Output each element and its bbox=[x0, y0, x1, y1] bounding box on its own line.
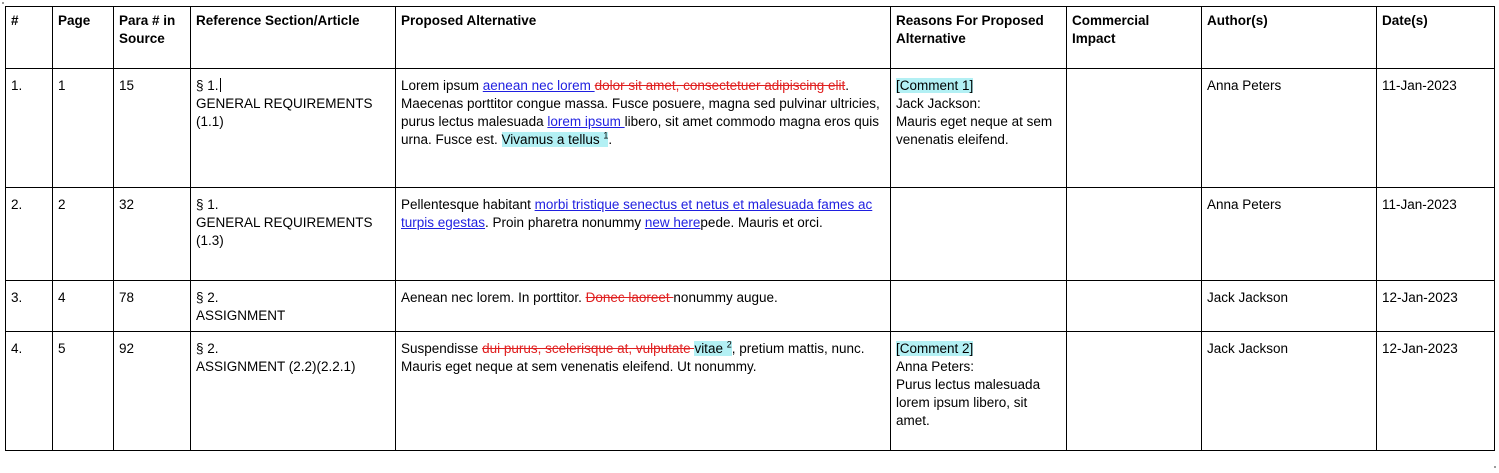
cell-authors[interactable]: Jack Jackson bbox=[1202, 281, 1377, 332]
comment-highlight[interactable] bbox=[502, 132, 609, 147]
tracked-deletion[interactable]: dui purus, scelerisque at, vulputate bbox=[482, 341, 695, 356]
cell-dates[interactable]: 12-Jan-2023 bbox=[1377, 332, 1495, 451]
cell-impact[interactable] bbox=[1067, 69, 1202, 188]
reference-section: § 2. bbox=[196, 341, 219, 356]
cell-proposed[interactable] bbox=[396, 332, 891, 451]
comment-label[interactable]: [Comment 1] bbox=[896, 78, 974, 93]
reference-section: § 1. bbox=[196, 78, 219, 93]
reference-section: § 2. bbox=[196, 290, 219, 305]
cell-page[interactable]: 1 bbox=[53, 69, 114, 188]
cell-impact[interactable] bbox=[1067, 332, 1202, 451]
comment-author: Jack Jackson: bbox=[896, 96, 981, 111]
highlighted-text: Vivamus a tellus bbox=[501, 132, 604, 147]
cell-proposed[interactable] bbox=[396, 69, 891, 188]
cell-dates[interactable]: 11-Jan-2023 bbox=[1377, 188, 1495, 281]
tracked-deletion[interactable]: dolor sit amet, consectetuer adipiscing elit bbox=[594, 78, 846, 93]
cell-impact[interactable] bbox=[1067, 188, 1202, 281]
header-reference: Reference Section/Article bbox=[191, 7, 396, 69]
comment-marker[interactable]: 1 bbox=[603, 130, 609, 141]
highlighted-text: vitae bbox=[694, 341, 727, 356]
tracked-insertion[interactable]: lorem ipsum bbox=[547, 114, 625, 129]
corner-mark-bottom-right bbox=[1494, 466, 1496, 468]
cell-proposed[interactable] bbox=[396, 188, 891, 281]
table-row bbox=[6, 188, 1495, 281]
cell-impact[interactable] bbox=[1067, 281, 1202, 332]
text-cursor bbox=[220, 78, 221, 92]
cell-authors[interactable]: Jack Jackson bbox=[1202, 332, 1377, 451]
reference-title: ASSIGNMENT bbox=[196, 308, 286, 323]
cell-page[interactable]: 5 bbox=[53, 332, 114, 451]
cell-reference[interactable] bbox=[191, 281, 396, 332]
cell-para[interactable]: 92 bbox=[114, 332, 191, 451]
header-authors: Author(s) bbox=[1202, 7, 1377, 69]
change-review-table bbox=[5, 6, 1495, 451]
table-row bbox=[6, 281, 1495, 332]
cell-proposed[interactable] bbox=[396, 281, 891, 332]
cell-para[interactable]: 32 bbox=[114, 188, 191, 281]
text-run: . Proin pharetra nonummy bbox=[485, 215, 645, 230]
text-run: nonummy augue. bbox=[673, 290, 778, 305]
reference-section: § 1. bbox=[196, 197, 219, 212]
comment-label[interactable]: [Comment 2] bbox=[896, 341, 974, 356]
cell-num[interactable]: 4. bbox=[6, 332, 53, 451]
text-run: . Maecenas porttitor congue massa. Fusce posuere, magna sed pulvinar ultricies, purus lectus malesuada bbox=[401, 78, 880, 129]
text-run: Suspendisse bbox=[401, 341, 483, 356]
tracked-insertion[interactable]: morbi tristique senectus et netus et malesuada fames ac turpis egestas bbox=[401, 197, 873, 230]
cell-reference[interactable] bbox=[191, 332, 396, 451]
cell-reasons[interactable] bbox=[891, 281, 1067, 332]
cell-reasons[interactable] bbox=[891, 188, 1067, 281]
comment-text: Purus lectus malesuada lorem ipsum libero, sit amet. bbox=[896, 377, 1041, 428]
reference-title: ASSIGNMENT (2.2)(2.2.1) bbox=[196, 359, 356, 374]
text-run: . bbox=[608, 132, 613, 147]
cell-reference[interactable] bbox=[191, 188, 396, 281]
header-page: Page bbox=[53, 7, 114, 69]
header-para: Para # in Source bbox=[114, 7, 191, 69]
header-proposed: Proposed Alternative bbox=[396, 7, 891, 69]
comment-highlight[interactable] bbox=[694, 341, 731, 356]
text-run: libero, sit amet commodo magna eros quis urna. Fusce est. bbox=[401, 114, 879, 147]
text-run: pede. Mauris et orci. bbox=[700, 215, 823, 230]
header-num: # bbox=[6, 7, 53, 69]
header-impact: Commercial Impact bbox=[1067, 7, 1202, 69]
cell-authors[interactable]: Anna Peters bbox=[1202, 69, 1377, 188]
reference-title: GENERAL REQUIREMENTS (1.3) bbox=[196, 215, 373, 248]
tracked-insertion[interactable]: new here bbox=[644, 215, 701, 230]
cell-dates[interactable]: 12-Jan-2023 bbox=[1377, 281, 1495, 332]
reference-title: GENERAL REQUIREMENTS (1.1) bbox=[196, 96, 373, 129]
cell-authors[interactable]: Anna Peters bbox=[1202, 188, 1377, 281]
cell-num[interactable]: 3. bbox=[6, 281, 53, 332]
header-dates: Date(s) bbox=[1377, 7, 1495, 69]
comment-text: Mauris eget neque at sem venenatis eleifend. bbox=[896, 114, 1053, 147]
cell-reasons[interactable] bbox=[891, 332, 1067, 451]
table-row bbox=[6, 69, 1495, 188]
header-reasons: Reasons For Proposed Alternative bbox=[891, 7, 1067, 69]
header-row bbox=[6, 7, 1495, 69]
cell-dates[interactable]: 11-Jan-2023 bbox=[1377, 69, 1495, 188]
table-row bbox=[6, 332, 1495, 451]
comment-marker[interactable]: 2 bbox=[726, 339, 732, 350]
cell-reasons[interactable] bbox=[891, 69, 1067, 188]
cell-para[interactable]: 78 bbox=[114, 281, 191, 332]
cell-reference[interactable] bbox=[191, 69, 396, 188]
text-run: Aenean nec lorem. In porttitor. bbox=[401, 290, 586, 305]
corner-mark-top-left bbox=[2, 2, 4, 4]
cell-para[interactable]: 15 bbox=[114, 69, 191, 188]
cell-num[interactable]: 1. bbox=[6, 69, 53, 188]
text-run: Pellentesque habitant bbox=[401, 197, 535, 212]
tracked-deletion[interactable]: Donec laoreet bbox=[585, 290, 674, 305]
cell-page[interactable]: 2 bbox=[53, 188, 114, 281]
cell-page[interactable]: 4 bbox=[53, 281, 114, 332]
comment-author: Anna Peters: bbox=[896, 359, 975, 374]
text-run: Lorem ipsum bbox=[401, 78, 483, 93]
text-run: , pretium mattis, nunc. Mauris eget neque at sem venenatis eleifend. Ut nonummy. bbox=[401, 341, 865, 374]
cell-num[interactable]: 2. bbox=[6, 188, 53, 281]
tracked-insertion[interactable]: aenean nec lorem bbox=[482, 78, 595, 93]
